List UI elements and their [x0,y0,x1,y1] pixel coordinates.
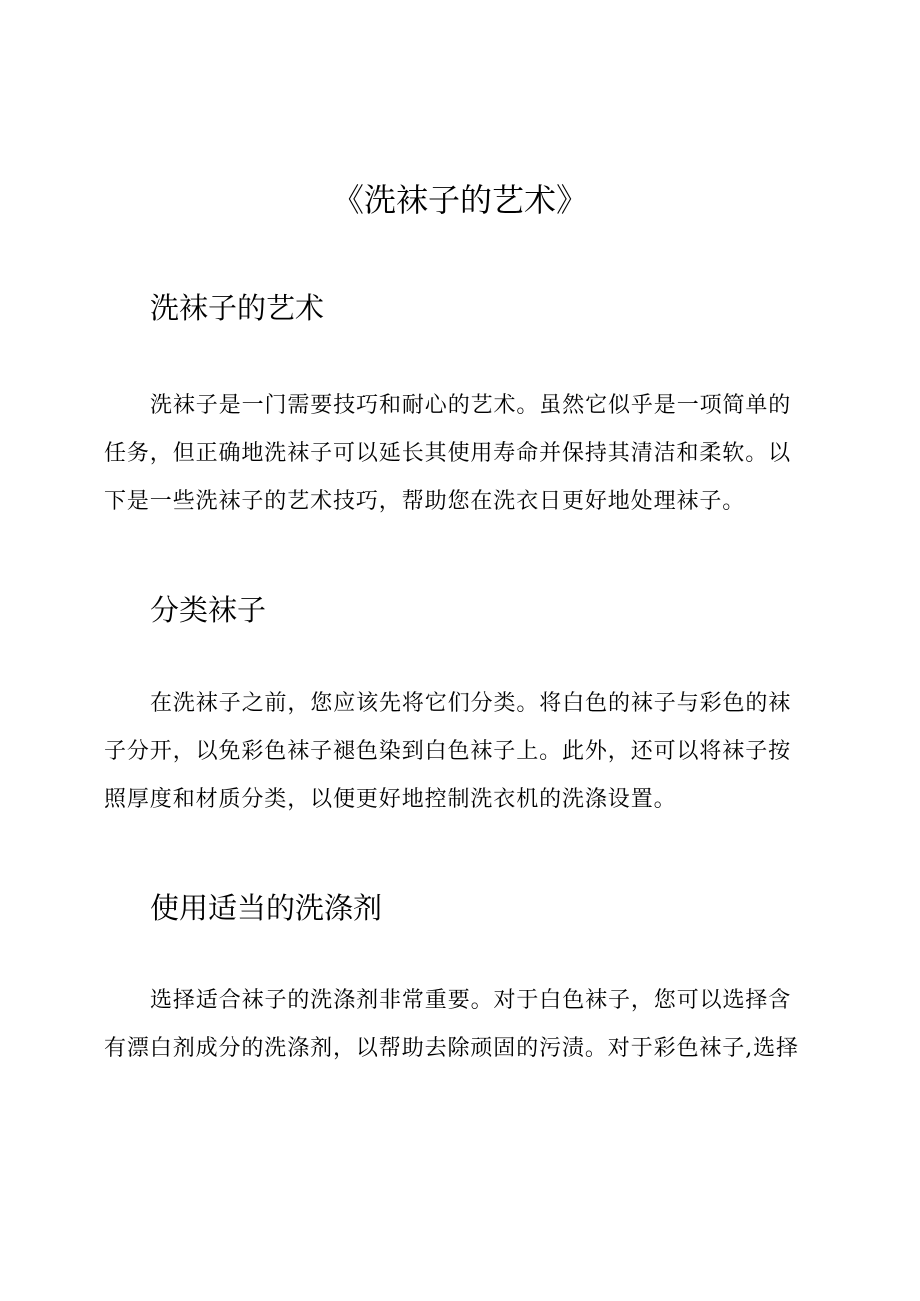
paragraph-line: 任务，但正确地洗袜子可以延长其使用寿命并保持其清洁和柔软。以 [104,441,792,466]
section-heading-sort: 分类袜子 [150,593,267,627]
paragraph-line: 洗袜子是一门需要技巧和耐心的艺术。虽然它似乎是一项简单的 [150,393,792,418]
section-heading-art: 洗袜子的艺术 [150,291,325,325]
paragraph-line: 有漂白剂成分的洗涤剂，以帮助去除顽固的污渍。对于彩色袜子,选择 [104,1036,799,1061]
section-heading-detergent: 使用适当的洗涤剂 [150,891,383,925]
paragraph-line: 照厚度和材质分类，以便更好地控制洗衣机的洗涤设置。 [104,787,677,812]
section-paragraph-sort [104,680,816,824]
paragraph-line: 下是一些洗袜子的艺术技巧，帮助您在洗衣日更好地处理袜子。 [104,489,746,514]
paragraph-line: 在洗袜子之前，您应该先将它们分类。将白色的袜子与彩色的袜 [150,691,792,716]
paragraph-line: 选择适合袜子的洗涤剂非常重要。对于白色袜子，您可以选择含 [150,988,792,1013]
paragraph-line: 子分开，以免彩色袜子褪色染到白色袜子上。此外，还可以将袜子按 [104,739,792,764]
document-title: 《洗袜子的艺术》 [331,181,588,219]
section-paragraph-detergent [104,977,816,1073]
section-paragraph-art [104,382,816,526]
